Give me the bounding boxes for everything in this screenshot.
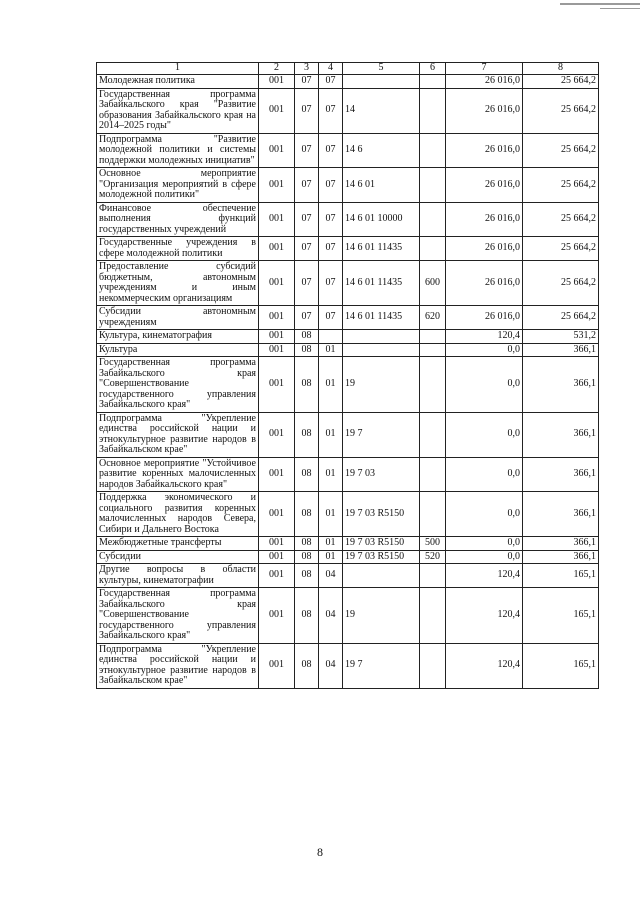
row-name: Государственная программа Забайкальского края "Развитие образования Забайкальского края на 2014–2025 годы": [97, 88, 259, 133]
table-row: [97, 537, 599, 551]
cell-amount-year-2: 25 664,2: [523, 168, 599, 203]
cell-target-article: 14 6 01 11435: [343, 306, 420, 330]
cell-section: 08: [295, 492, 319, 537]
table-row: [97, 330, 599, 344]
cell-amount-year-1: 0,0: [446, 343, 523, 357]
cell-subsection: 07: [319, 237, 343, 261]
cell-expense-type: 600: [420, 261, 446, 306]
cell-amount-year-1: 26 016,0: [446, 168, 523, 203]
column-header: 6: [420, 63, 446, 75]
cell-subsection: 04: [319, 588, 343, 644]
cell-ministry-code: 001: [259, 202, 295, 237]
table-row: [97, 237, 599, 261]
cell-subsection: 04: [319, 564, 343, 588]
table-row: [97, 643, 599, 688]
cell-subsection: [319, 330, 343, 344]
cell-amount-year-1: 0,0: [446, 550, 523, 564]
cell-ministry-code: 001: [259, 643, 295, 688]
cell-amount-year-2: 366,1: [523, 357, 599, 413]
cell-expense-type: [420, 133, 446, 168]
cell-amount-year-2: 366,1: [523, 457, 599, 492]
row-name: Культура: [97, 343, 259, 357]
cell-expense-type: [420, 457, 446, 492]
row-name: Основное мероприятие "Устойчивое развитие коренных малочисленных народов Забайкальского края": [97, 457, 259, 492]
cell-section: 08: [295, 643, 319, 688]
cell-target-article: 14: [343, 88, 420, 133]
cell-section: 07: [295, 261, 319, 306]
cell-section: 07: [295, 237, 319, 261]
cell-amount-year-2: 366,1: [523, 492, 599, 537]
row-name: Финансовое обеспечение выполнения функций государственных учреждений: [97, 202, 259, 237]
row-name: Субсидии автономным учреждениям: [97, 306, 259, 330]
column-header: 2: [259, 63, 295, 75]
cell-ministry-code: 001: [259, 537, 295, 551]
cell-section: 08: [295, 564, 319, 588]
cell-amount-year-1: 120,4: [446, 588, 523, 644]
cell-subsection: 07: [319, 306, 343, 330]
cell-subsection: 01: [319, 550, 343, 564]
cell-target-article: 19 7: [343, 412, 420, 457]
row-name: Подпрограмма "Укрепление единства российской нации и этнокультурное развитие народов в Забайкальском крае": [97, 643, 259, 688]
cell-amount-year-1: 120,4: [446, 564, 523, 588]
row-name: Предоставление субсидий бюджетным, автономным учреждениям и иным некоммерческим организациям: [97, 261, 259, 306]
table-row: [97, 75, 599, 89]
cell-target-article: 14 6: [343, 133, 420, 168]
cell-expense-type: [420, 75, 446, 89]
cell-amount-year-2: 366,1: [523, 343, 599, 357]
table-row: [97, 261, 599, 306]
cell-ministry-code: 001: [259, 168, 295, 203]
cell-subsection: 01: [319, 537, 343, 551]
cell-ministry-code: 001: [259, 550, 295, 564]
cell-amount-year-1: 0,0: [446, 537, 523, 551]
cell-subsection: 07: [319, 133, 343, 168]
cell-expense-type: [420, 412, 446, 457]
cell-section: 08: [295, 537, 319, 551]
cell-amount-year-2: 366,1: [523, 550, 599, 564]
row-name: Субсидии: [97, 550, 259, 564]
cell-target-article: 19: [343, 357, 420, 413]
table-row: [97, 168, 599, 203]
cell-amount-year-1: 26 016,0: [446, 133, 523, 168]
cell-section: 07: [295, 75, 319, 89]
cell-ministry-code: 001: [259, 75, 295, 89]
column-header: 5: [343, 63, 420, 75]
cell-amount-year-2: 165,1: [523, 564, 599, 588]
cell-expense-type: [420, 330, 446, 344]
table-row: [97, 564, 599, 588]
cell-target-article: 14 6 01 10000: [343, 202, 420, 237]
cell-amount-year-1: 26 016,0: [446, 88, 523, 133]
cell-section: 08: [295, 330, 319, 344]
cell-section: 08: [295, 343, 319, 357]
cell-amount-year-2: 165,1: [523, 588, 599, 644]
cell-subsection: 01: [319, 412, 343, 457]
cell-subsection: 01: [319, 357, 343, 413]
cell-subsection: 07: [319, 261, 343, 306]
cell-subsection: 04: [319, 643, 343, 688]
cell-expense-type: [420, 492, 446, 537]
cell-target-article: [343, 330, 420, 344]
cell-ministry-code: 001: [259, 261, 295, 306]
cell-amount-year-2: 165,1: [523, 643, 599, 688]
cell-target-article: 14 6 01: [343, 168, 420, 203]
cell-amount-year-1: 0,0: [446, 492, 523, 537]
cell-ministry-code: 001: [259, 88, 295, 133]
row-name: Государственная программа Забайкальского края "Совершенствование государственного управления Забайкальского края": [97, 588, 259, 644]
cell-section: 08: [295, 412, 319, 457]
cell-section: 08: [295, 457, 319, 492]
cell-expense-type: [420, 588, 446, 644]
column-header: 8: [523, 63, 599, 75]
table-row: [97, 492, 599, 537]
table-body: [97, 75, 599, 689]
cell-target-article: 14 6 01 11435: [343, 237, 420, 261]
cell-target-article: 19 7 03 R5150: [343, 550, 420, 564]
cell-target-article: 19 7 03 R5150: [343, 492, 420, 537]
cell-section: 07: [295, 88, 319, 133]
cell-target-article: 19: [343, 588, 420, 644]
cell-ministry-code: 001: [259, 492, 295, 537]
cell-ministry-code: 001: [259, 412, 295, 457]
cell-target-article: 14 6 01 11435: [343, 261, 420, 306]
cell-section: 08: [295, 357, 319, 413]
cell-ministry-code: 001: [259, 330, 295, 344]
cell-amount-year-1: 0,0: [446, 412, 523, 457]
cell-subsection: 07: [319, 75, 343, 89]
cell-amount-year-2: 25 664,2: [523, 237, 599, 261]
row-name: Другие вопросы в области культуры, кинематографии: [97, 564, 259, 588]
row-name: Молодежная политика: [97, 75, 259, 89]
cell-subsection: 07: [319, 88, 343, 133]
row-name: Поддержка экономического и социального развития коренных малочисленных народов Севера, Сибири и Дальнего Востока: [97, 492, 259, 537]
cell-subsection: 07: [319, 168, 343, 203]
table-header-row: [97, 63, 599, 75]
table-row: [97, 306, 599, 330]
row-name: Подпрограмма "Развитие молодежной политики и системы поддержки молодежных инициатив": [97, 133, 259, 168]
cell-expense-type: [420, 88, 446, 133]
cell-amount-year-2: 25 664,2: [523, 261, 599, 306]
cell-ministry-code: 001: [259, 357, 295, 413]
cell-expense-type: [420, 237, 446, 261]
table-row: [97, 343, 599, 357]
cell-target-article: 19 7: [343, 643, 420, 688]
row-name: Государственная программа Забайкальского края "Совершенствование государственного управления Забайкальского края": [97, 357, 259, 413]
column-header: 4: [319, 63, 343, 75]
cell-amount-year-1: 120,4: [446, 643, 523, 688]
cell-subsection: 01: [319, 492, 343, 537]
cell-expense-type: 620: [420, 306, 446, 330]
column-header: 7: [446, 63, 523, 75]
cell-expense-type: [420, 357, 446, 413]
cell-section: 08: [295, 550, 319, 564]
cell-amount-year-1: 26 016,0: [446, 75, 523, 89]
column-header: 3: [295, 63, 319, 75]
cell-ministry-code: 001: [259, 306, 295, 330]
cell-target-article: 19 7 03 R5150: [343, 537, 420, 551]
cell-expense-type: [420, 202, 446, 237]
cell-subsection: 01: [319, 457, 343, 492]
row-name: Межбюджетные трансферты: [97, 537, 259, 551]
cell-ministry-code: 001: [259, 588, 295, 644]
cell-ministry-code: 001: [259, 564, 295, 588]
cell-expense-type: [420, 343, 446, 357]
cell-amount-year-1: 0,0: [446, 457, 523, 492]
cell-ministry-code: 001: [259, 237, 295, 261]
row-name: Государственные учреждения в сфере молодежной политики: [97, 237, 259, 261]
cell-target-article: 19 7 03: [343, 457, 420, 492]
cell-expense-type: 520: [420, 550, 446, 564]
cell-subsection: 07: [319, 202, 343, 237]
row-name: Основное мероприятие "Организация мероприятий в сфере молодежной политики": [97, 168, 259, 203]
cell-section: 08: [295, 588, 319, 644]
cell-target-article: [343, 75, 420, 89]
cell-amount-year-2: 25 664,2: [523, 75, 599, 89]
cell-amount-year-1: 26 016,0: [446, 237, 523, 261]
cell-section: 07: [295, 306, 319, 330]
cell-section: 07: [295, 202, 319, 237]
table-row: [97, 133, 599, 168]
cell-amount-year-1: 26 016,0: [446, 261, 523, 306]
cell-amount-year-2: 366,1: [523, 412, 599, 457]
table-row: [97, 412, 599, 457]
cell-subsection: 01: [319, 343, 343, 357]
cell-target-article: [343, 564, 420, 588]
table-row: [97, 357, 599, 413]
page-number: 8: [317, 845, 323, 859]
cell-target-article: [343, 343, 420, 357]
table-row: [97, 88, 599, 133]
scan-artifact-line: [560, 3, 640, 5]
cell-amount-year-2: 25 664,2: [523, 88, 599, 133]
row-name: Подпрограмма "Укрепление единства российской нации и этнокультурное развитие народов в Забайкальском крае": [97, 412, 259, 457]
cell-amount-year-2: 25 664,2: [523, 306, 599, 330]
table-row: [97, 588, 599, 644]
cell-ministry-code: 001: [259, 457, 295, 492]
cell-expense-type: [420, 564, 446, 588]
cell-amount-year-2: 531,2: [523, 330, 599, 344]
cell-expense-type: [420, 643, 446, 688]
budget-table: [96, 62, 599, 689]
cell-amount-year-2: 366,1: [523, 537, 599, 551]
table-row: [97, 202, 599, 237]
scan-artifact-line: [600, 8, 640, 9]
row-name: Культура, кинематография: [97, 330, 259, 344]
cell-amount-year-1: 120,4: [446, 330, 523, 344]
column-header: 1: [97, 63, 259, 75]
cell-expense-type: 500: [420, 537, 446, 551]
cell-expense-type: [420, 168, 446, 203]
table-row: [97, 550, 599, 564]
cell-ministry-code: 001: [259, 343, 295, 357]
cell-amount-year-1: 26 016,0: [446, 202, 523, 237]
cell-section: 07: [295, 168, 319, 203]
table-row: [97, 457, 599, 492]
cell-ministry-code: 001: [259, 133, 295, 168]
cell-amount-year-1: 0,0: [446, 357, 523, 413]
cell-section: 07: [295, 133, 319, 168]
cell-amount-year-1: 26 016,0: [446, 306, 523, 330]
cell-amount-year-2: 25 664,2: [523, 133, 599, 168]
cell-amount-year-2: 25 664,2: [523, 202, 599, 237]
